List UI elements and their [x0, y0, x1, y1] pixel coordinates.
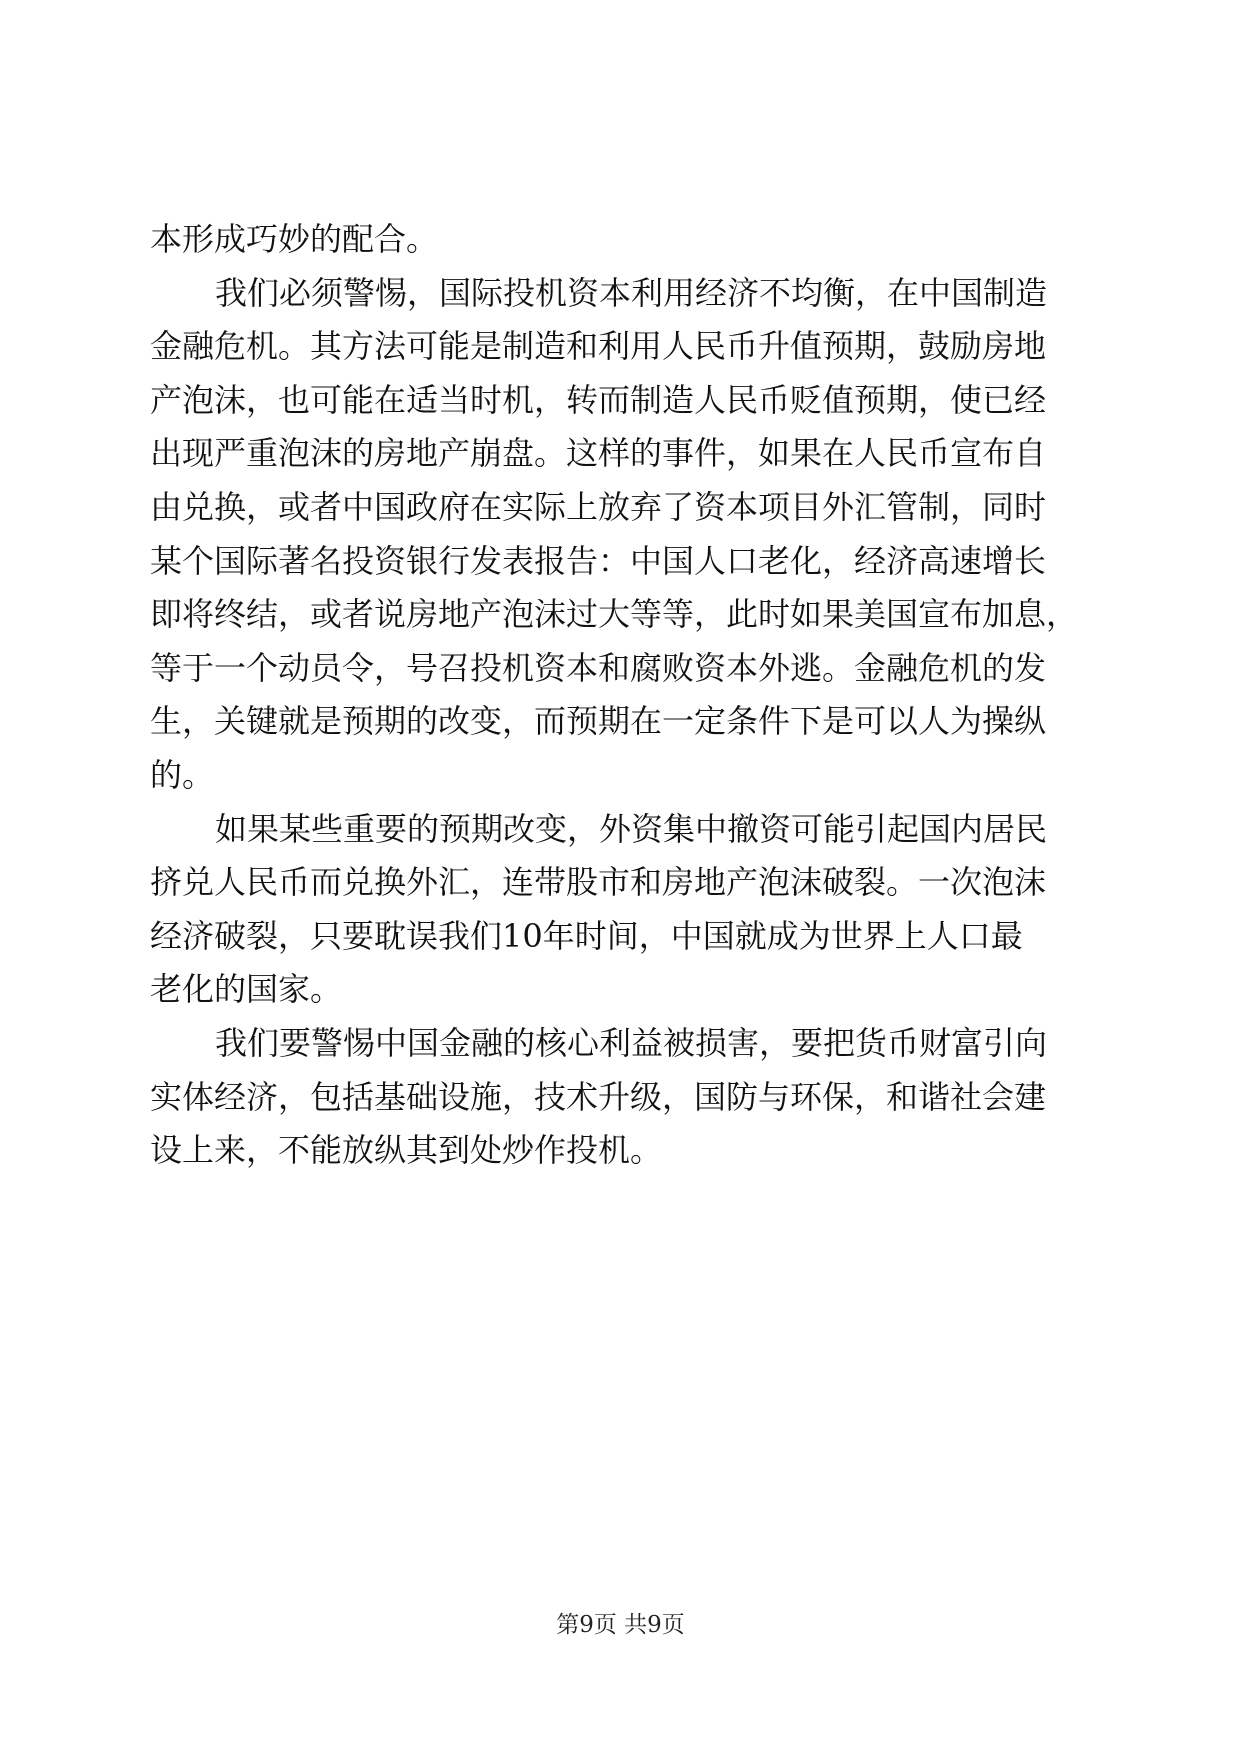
text-line: 生，关键就是预期的改变，而预期在一定条件下是可以人为操纵 [150, 702, 1047, 741]
text-line: 老化的国家。 [150, 970, 343, 1009]
text-line: 实体经济，包括基础设施，技术升级，国防与环保，和谐社会建 [150, 1077, 1047, 1116]
text-line: 等于一个动员令，号召投机资本和腐败资本外逃。金融危机的发 [150, 648, 1047, 687]
text-line: 出现严重泡沫的房地产崩盘。这样的事件，如果在人民币宣布自 [150, 434, 1047, 473]
text-line: 设上来，不能放纵其到处炒作投机。 [150, 1131, 663, 1170]
text-line: 本形成巧妙的配合。 [150, 220, 439, 258]
paragraph-first-line: 我们要警惕中国金融的核心利益被损害，要把货币财富引向 [215, 1023, 1048, 1062]
text-line: 经济破裂，只要耽误我们10年时间，中国就成为世界上人口最 [150, 916, 1023, 955]
paragraph-first-line: 如果某些重要的预期改变，外资集中撤资可能引起国内居民 [215, 809, 1048, 848]
document-body [150, 213, 1080, 1178]
text-line: 由兑换，或者中国政府在实际上放弃了资本项目外汇管制，同时 [150, 487, 1047, 526]
text-line: 产泡沫，也可能在适当时机，转而制造人民币贬值预期，使已经 [150, 380, 1047, 419]
text-line: 金融危机。其方法可能是制造和利用人民币升值预期，鼓励房地 [150, 327, 1047, 366]
paragraph-first-line: 我们必须警惕，国际投机资本利用经济不均衡，在中国制造 [215, 273, 1048, 312]
text-line: 某个国际著名投资银行发表报告：中国人口老化，经济高速增长 [150, 541, 1047, 580]
text-line: 即将终结，或者说房地产泡沫过大等等，此时如果美国宣布加息， [150, 595, 1079, 634]
page-number-footer: 第9页 共9页 [556, 1612, 685, 1638]
text-line: 挤兑人民币而兑换外汇，连带股市和房地产泡沫破裂。一次泡沫 [150, 863, 1047, 902]
text-line: 的。 [150, 755, 215, 794]
